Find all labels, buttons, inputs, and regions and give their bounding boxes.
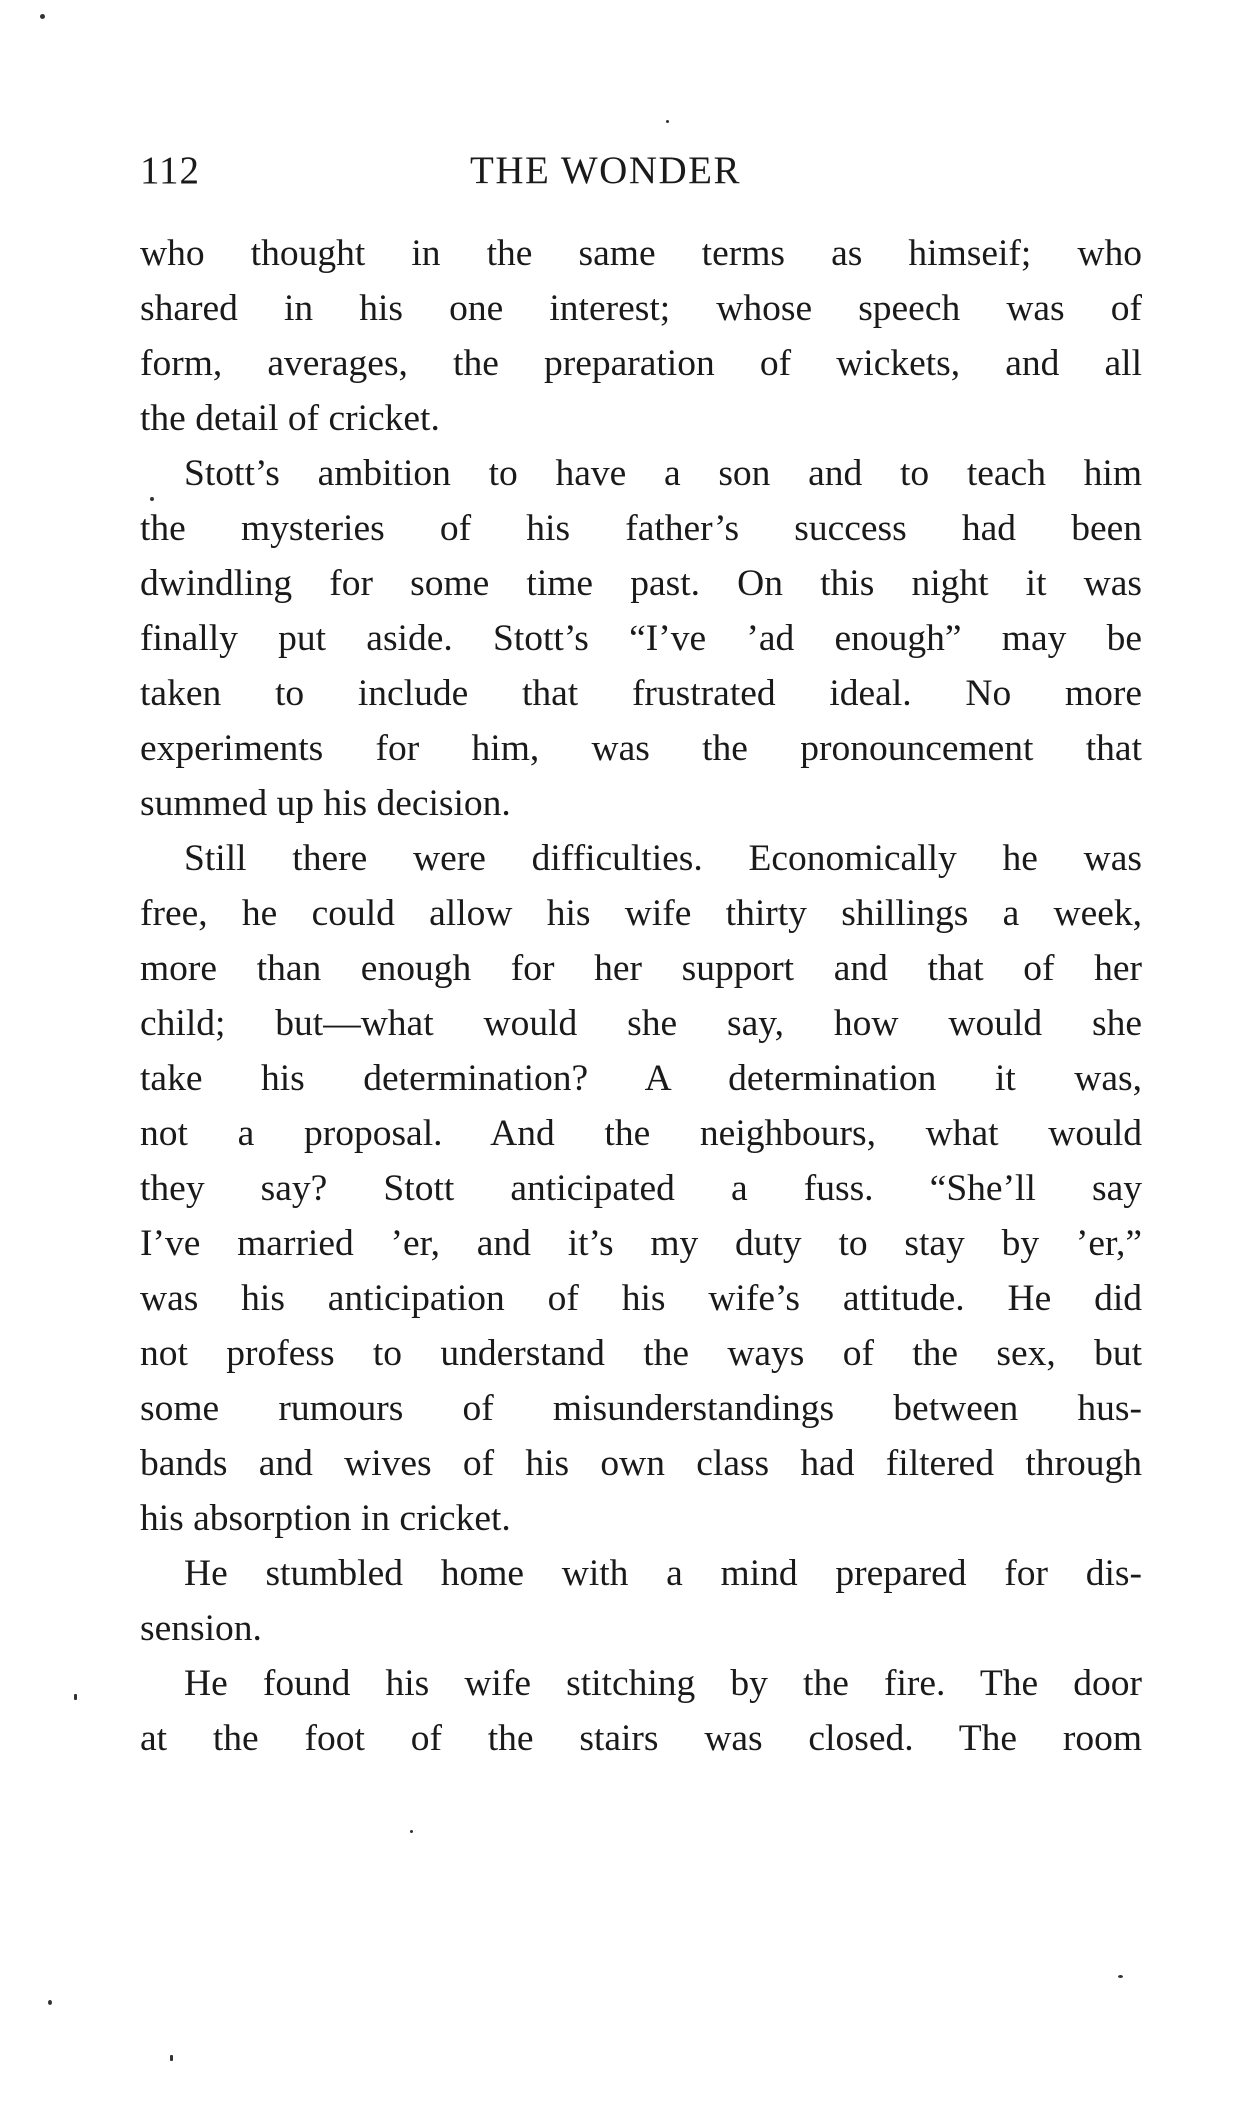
paragraph-1 [140,226,1142,446]
scan-speck [170,2055,173,2061]
text-line: was his anticipation of his wife’s attitude. He did [140,1278,1142,1319]
text-line: at the foot of the stairs was closed. The room [140,1718,1142,1759]
text-line: finally put aside. Stott’s “I’ve ’ad enough” may be [140,618,1142,659]
text-line: his absorption in cricket. [140,1498,511,1539]
text-line: He found his wife stitching by the fire. The door [184,1663,1142,1704]
text-line: dwindling for some time past. On this night it was [140,563,1142,604]
scan-speck [74,1694,77,1700]
scan-speck [40,14,45,19]
text-line: form, averages, the preparation of wickets, and all [140,343,1142,384]
paragraph-2 [140,446,1142,831]
text-line: some rumours of misunderstandings between hus- [140,1388,1142,1429]
text-line: He stumbled home with a mind prepared for dis- [184,1553,1142,1594]
scan-speck [410,1830,413,1833]
text-line: shared in his one interest; whose speech was of [140,288,1142,329]
scan-speck [1118,1975,1123,1978]
text-line: Stott’s ambition to have a son and to teach him [184,453,1142,494]
text-line: who thought in the same terms as himseif; who [140,233,1142,274]
text-line: bands and wives of his own class had filtered through [140,1443,1142,1484]
text-line: Still there were difficulties. Economically he was [184,838,1142,879]
text-line: take his determination? A determination it was, [140,1058,1142,1099]
text-line: the detail of cricket. [140,398,440,439]
paragraph-5 [140,1656,1142,1766]
text-line: I’ve married ’er, and it’s my duty to stay by ’er,” [140,1223,1142,1264]
text-line: sension. [140,1608,262,1649]
scan-speck [150,497,154,501]
text-line: more than enough for her support and that of her [140,948,1142,989]
running-head: THE WONDER [470,149,741,192]
text-line: they say? Stott anticipated a fuss. “She’ll say [140,1168,1142,1209]
text-line: summed up his decision. [140,783,511,824]
text-line: experiments for him, was the pronouncement that [140,728,1142,769]
scan-speck [48,2000,52,2005]
page-header [140,148,1140,200]
text-line: free, he could allow his wife thirty shillings a week, [140,893,1142,934]
paragraph-3 [140,831,1142,1546]
scan-speck [666,120,669,123]
paragraph-4 [140,1546,1142,1656]
text-line: the mysteries of his father’s success had been [140,508,1142,549]
text-line: child; but—what would she say, how would she [140,1003,1142,1044]
page-number: 112 [140,149,201,192]
body-text [140,226,1142,1766]
text-line: not a proposal. And the neighbours, what would [140,1113,1142,1154]
text-line: taken to include that frustrated ideal. No more [140,673,1142,714]
text-line: not profess to understand the ways of the sex, but [140,1333,1142,1374]
